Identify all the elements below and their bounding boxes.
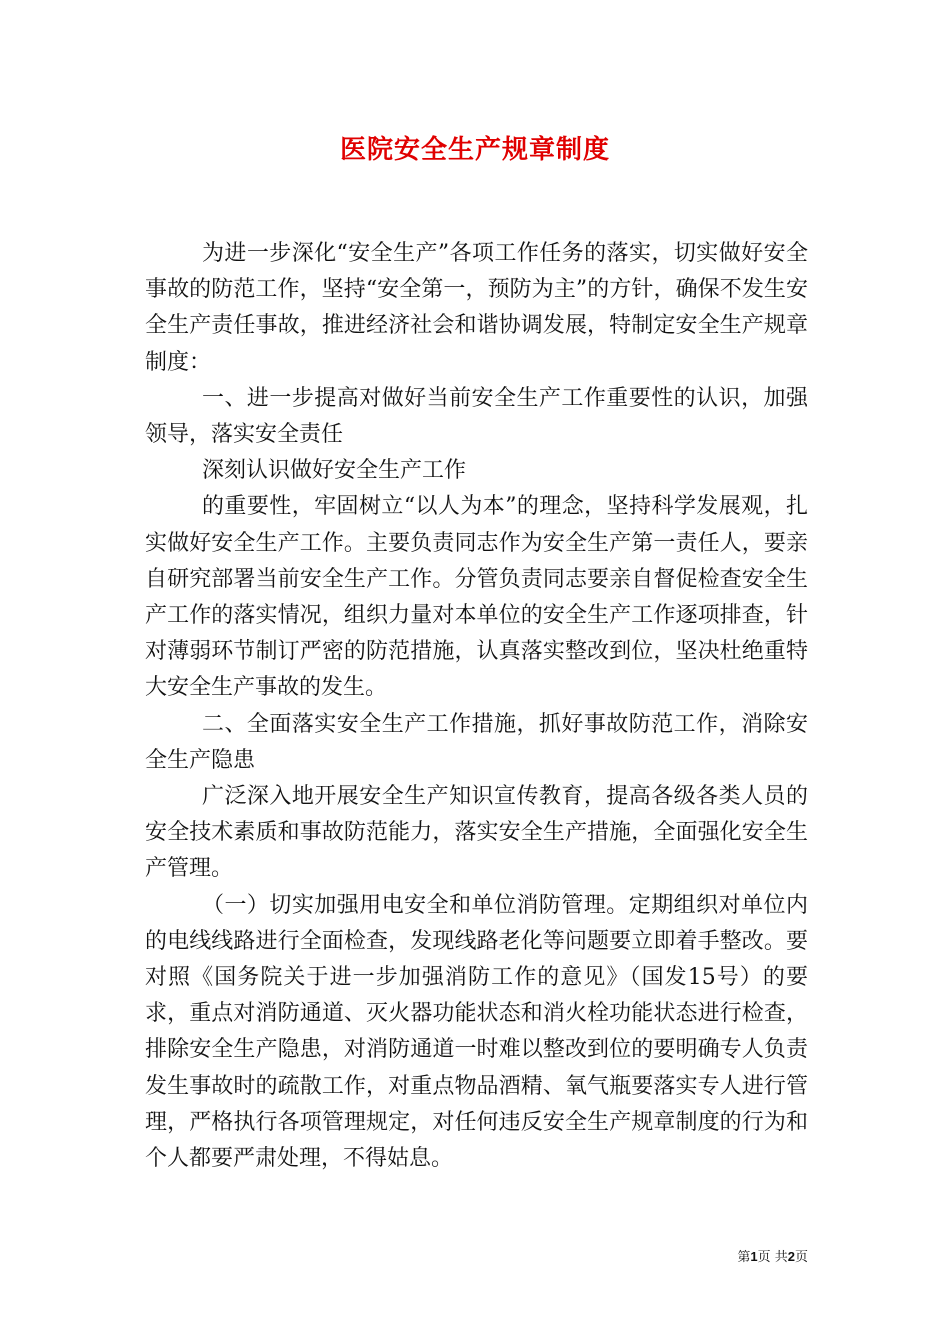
footer-prefix: 第 (737, 1250, 751, 1265)
body-paragraph: 深刻认识做好安全生产工作 (202, 458, 467, 484)
page-number-footer (668, 1248, 808, 1267)
document-title: 医院安全生产规章制度 (339, 135, 610, 165)
subsection-paragraph: （一）切实加强用电安全和单位消防管理。定期组织对单位内的电线线路进行全面检查，发现线路老化等问题要立即着手整改。要对照《国务院关于进一步加强消防工作的意见》（国发15号）的要求，重点对消防通道、灭火器功能状态和消火栓功能状态进行检查，排除安全生产隐患，对消防通道一时难以整改到位的要明确专人负责发生事故时的疏散工作，对重点物品酒精、氧气瓶要落实专人进行管理，严格执行各项管理规定，对任何违反安全生产规章制度的行为和个人都要严肃处理，不得姑息。 (145, 892, 808, 1172)
footer-suffix: 页 (794, 1250, 808, 1265)
document-body (145, 236, 808, 1177)
section-heading-2: 二、全面落实安全生产工作措施，抓好事故防范工作，消除安全生产隐患 (145, 711, 808, 773)
intro-paragraph: 为进一步深化“安全生产”各项工作任务的落实，切实做好安全事故的防范工作，坚持“安全第一，预防为主”的方针，确保不发生安全生产责任事故，推进经济社会和谐协调发展，特制定安全生产规章制度： (145, 241, 808, 375)
body-paragraph: 的重要性，牢固树立“以人为本”的理念，坚持科学发展观，扎实做好安全生产工作。主要负责同志作为安全生产第一责任人，要亲自研究部署当前安全生产工作。分管负责同志要亲自督促检查安全生产工作的落实情况，组织力量对本单位的安全生产工作逐项排查，针对薄弱环节制订严密的防范措施，认真落实整改到位，坚决杜绝重特大安全生产事故的发生。 (145, 494, 808, 701)
current-page-number: 1 (750, 1249, 758, 1264)
section-heading-1: 一、进一步提高对做好当前安全生产工作重要性的认识，加强领导，落实安全责任 (145, 385, 808, 448)
body-paragraph: 广泛深入地开展安全生产知识宣传教育，提高各级各类人员的安全技术素质和事故防范能力，落实安全生产措施，全面强化安全生产管理。 (145, 784, 808, 882)
total-pages-number: 2 (787, 1249, 795, 1264)
footer-middle: 页 共 (757, 1250, 788, 1265)
